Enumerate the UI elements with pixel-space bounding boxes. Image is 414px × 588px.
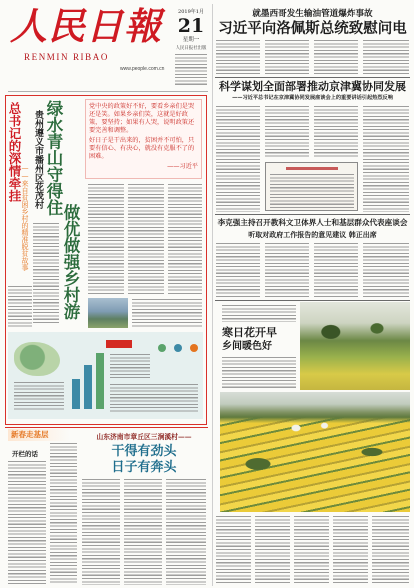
masthead-logo: 人民日報	[10, 4, 162, 48]
body-text-column	[216, 243, 260, 297]
section-divider	[215, 77, 410, 78]
infographic-icon	[174, 344, 182, 352]
quote-attribution: ——习近平	[167, 163, 198, 170]
news-link-text	[270, 174, 354, 208]
body-text-column	[216, 516, 251, 585]
infographic-bar	[84, 365, 92, 409]
body-text-column	[82, 479, 120, 585]
infographic-text	[110, 354, 150, 378]
photo-feature-title-line1: 寒日花开早	[222, 326, 277, 339]
photo-caption-text	[222, 357, 296, 389]
body-text-column	[372, 516, 409, 585]
body-text-column	[88, 184, 124, 294]
body-text-column	[128, 184, 164, 294]
village-thumbnail-photo	[88, 298, 128, 328]
body-text-column	[314, 106, 358, 158]
bottom-story-headline-line1: 干得有劲头	[111, 444, 177, 459]
section-divider	[5, 427, 208, 428]
series-title: 总书记的深情牵挂	[7, 102, 22, 202]
date-panel	[172, 6, 210, 90]
infographic-text	[14, 382, 64, 410]
section-divider	[215, 300, 410, 301]
news-link-heading-mark	[286, 167, 338, 170]
body-text-column	[265, 40, 309, 74]
bottom-story-kicker: 山东济南市章丘区三涧溪村——	[96, 433, 192, 441]
date-year-month: 2019年1月	[178, 9, 204, 15]
top-story-headline: 习近平向洛佩斯总统致慰问电	[218, 20, 407, 37]
body-text-column	[216, 106, 260, 212]
body-text-column	[255, 516, 290, 585]
body-text-column	[265, 106, 309, 158]
column-divider	[212, 4, 213, 586]
series-subtitle: ——来自贫困乡村的精准脱贫故事	[21, 164, 29, 271]
feature-story-box	[5, 95, 207, 425]
body-text-column	[333, 516, 368, 585]
feature-headline-part1: 绿水青山守得住	[44, 100, 63, 216]
section-divider	[215, 214, 410, 215]
likeqiang-headline: 李克强主持召开教科文卫体界人士和基层群众代表座谈会	[217, 218, 408, 227]
infographic-bar	[72, 379, 80, 409]
top-story-kicker: 就墨西哥发生输油管道爆炸事故	[252, 9, 373, 19]
body-text-column	[363, 106, 409, 212]
infographic-text	[110, 384, 198, 412]
quote-paragraph-2: 好日子是干出来的，贫困并不可怕，只要有信心、有决心，就没有克服不了的困难。	[89, 137, 195, 160]
infographic-panel	[8, 332, 203, 419]
infographic-icon	[190, 344, 198, 352]
field-photo-small	[300, 302, 410, 390]
news-link-box	[265, 162, 358, 211]
body-text-column	[8, 461, 46, 585]
photo-feature-title-line2: 乡间暖色好	[222, 341, 272, 352]
body-text-column	[50, 443, 77, 585]
photo-caption-text	[132, 299, 202, 327]
body-text-column	[168, 184, 202, 294]
map-graphic	[14, 342, 60, 376]
infographic-tag	[106, 340, 132, 348]
jingjinji-subheadline: ——习近平总书记在京津冀协同发展座谈会上的重要讲话引起热烈反响	[232, 95, 393, 101]
date-publisher: 人民日报社出版	[175, 46, 207, 51]
date-panel-small-print	[175, 54, 207, 86]
date-day: 21	[177, 15, 205, 37]
bottom-story-headline-line2: 日子有奔头	[111, 460, 177, 475]
infographic-icon	[158, 344, 166, 352]
quote-paragraph-1: 党中央的政策好不好，要看乡亲们是哭还是笑。如果乡亲们笑，这就是好政策，要坚持；如果有人哭，说明政策还要完善和调整。	[89, 103, 195, 134]
body-text-column	[166, 479, 206, 585]
rapeseed-field-photo	[220, 392, 410, 512]
column-tag-banner: 新春走基层	[8, 429, 70, 441]
body-text-column	[216, 40, 260, 74]
body-text-column	[265, 243, 309, 297]
body-text-column	[294, 516, 329, 585]
body-text-column	[314, 40, 358, 74]
likeqiang-subheadline: 听取对政府工作报告的意见建议 韩正出席	[248, 230, 377, 239]
masthead-romanized-title: RENMIN RIBAO	[24, 52, 109, 62]
masthead-url: www.people.com.cn	[120, 66, 165, 72]
body-text-column	[124, 479, 162, 585]
photo-intro-text	[222, 305, 296, 322]
body-text-column	[363, 243, 409, 297]
body-text-column	[33, 223, 59, 323]
masthead-divider	[8, 91, 208, 92]
story-location: 贵州遵义市播州区花茂村	[33, 110, 43, 209]
body-text-column	[314, 243, 358, 297]
feature-headline-part2: 做优做强乡村游	[61, 204, 80, 320]
infographic-bar	[96, 353, 104, 409]
body-text-column	[363, 40, 409, 74]
column-intro-heading: 开栏的话	[12, 450, 38, 458]
body-text-column	[8, 286, 32, 328]
quote-box	[85, 99, 202, 179]
date-weekday: 星期一	[182, 37, 200, 43]
jingjinji-headline: 科学谋划全面部署推动京津冀协同发展	[219, 80, 406, 93]
